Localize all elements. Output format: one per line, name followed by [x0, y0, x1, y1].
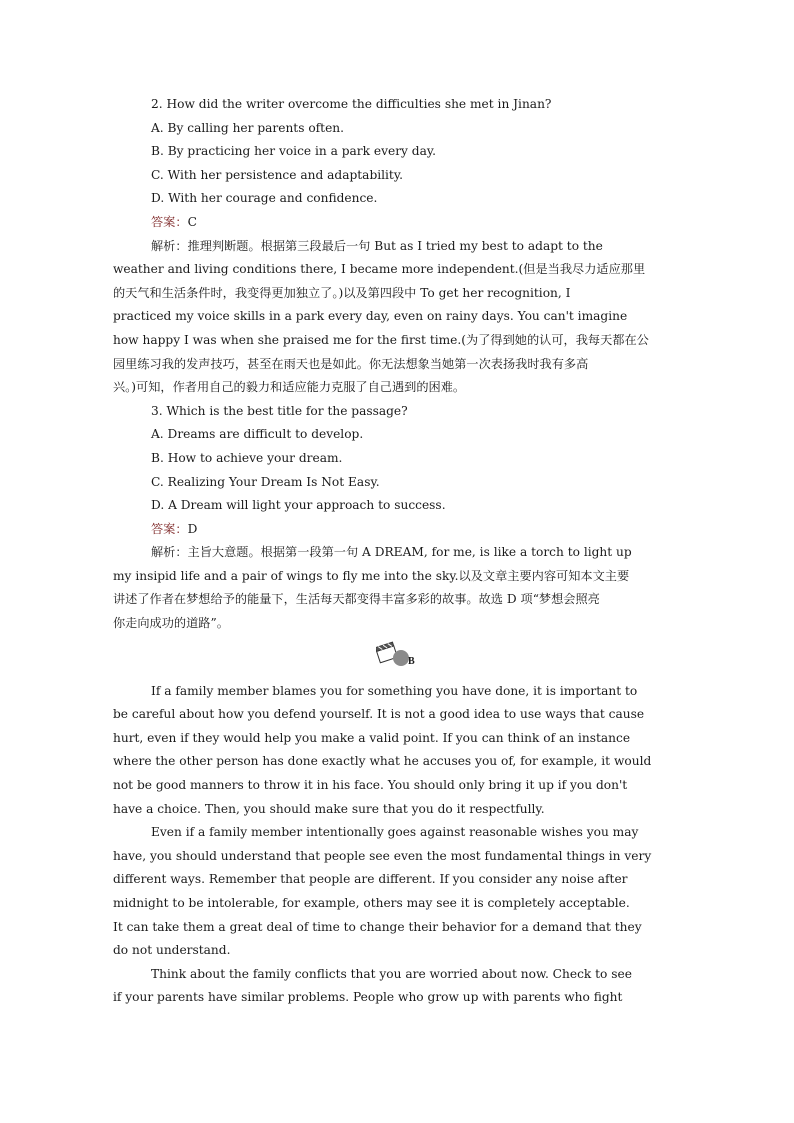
- passage-line: different ways. Remember that people are different. If you consider any noise after: [113, 872, 628, 887]
- question-3-option-d: D. A Dream will light your approach to success.: [151, 498, 446, 513]
- passage-line: if your parents have similar problems. People who grow up with parents who fight: [113, 990, 623, 1005]
- question-3-text: 3. Which is the best title for the passage?: [151, 403, 408, 418]
- question-2-option-c: C. With her persistence and adaptability.: [151, 167, 403, 182]
- analysis-line: 你走向成功的道路”。: [113, 616, 229, 631]
- answer-value: D: [187, 521, 198, 536]
- passage-line: Even if a family member intentionally goes against reasonable wishes you may: [151, 825, 639, 840]
- passage-paragraph: [113, 963, 681, 1010]
- passage-line: hurt, even if they would help you make a valid point. If you can think of an instance: [113, 730, 631, 745]
- analysis-line: weather and living conditions there, I became more independent.(但是当我尽力适应那里: [113, 262, 646, 277]
- passage-line: where the other person has done exactly what he accuses you of, for example, it would: [113, 754, 652, 769]
- question-2-text: 2. How did the writer overcome the difficulties she met in Jinan?: [151, 97, 552, 111]
- question-2-option-d: D. With her courage and confidence.: [151, 191, 378, 206]
- question-2-answer: [151, 211, 681, 235]
- question-2-analysis: [113, 235, 681, 400]
- question-3-option-b: B. How to achieve your dream.: [151, 450, 343, 465]
- passage-line: If a family member blames you for something you have done, it is important to: [151, 683, 638, 698]
- question-3-analysis: [113, 541, 681, 635]
- passage-line: have a choice. Then, you should make sure that you do it respectfully.: [113, 801, 545, 816]
- question-3-option-c: C. Realizing Your Dream Is Not Easy.: [151, 474, 380, 489]
- passage-b: [113, 680, 681, 1010]
- passage-line: have, you should understand that people see even the most fundamental things in very: [113, 848, 652, 863]
- passage-line: not be good manners to throw it in his face. You should only bring it up if you don't: [113, 778, 628, 793]
- clapperboard-icon: [376, 640, 418, 672]
- answer-value: C: [187, 214, 197, 229]
- analysis-line: 园里练习我的发声技巧，甚至在雨天也是如此。你无法想象当她第一次表扬我时我有多高: [113, 356, 589, 371]
- analysis-line: 解析：主旨大意题。根据第一段第一句 A DREAM, for me, is like a torch to light up: [151, 545, 632, 560]
- analysis-line: 解析：推理判断题。根据第三段最后一句 But as I tried my best to adapt to the: [151, 238, 603, 253]
- question-3-option-a: A. Dreams are difficult to develop.: [151, 427, 364, 442]
- passage-paragraph: [113, 680, 681, 822]
- analysis-line: my insipid life and a pair of wings to fly me into the sky.以及文章主要内容可知本文主要: [113, 568, 630, 583]
- passage-line: Think about the family conflicts that you are worried about now. Check to see: [151, 966, 632, 981]
- section-b-marker: [113, 636, 681, 676]
- passage-line: midnight to be intolerable, for example, others may see it is completely acceptable.: [113, 896, 630, 910]
- question-2-option-a: A. By calling her parents often.: [151, 120, 345, 135]
- passage-paragraph: [113, 821, 681, 963]
- answer-label: 答案：: [151, 521, 188, 536]
- passage-line: It can take them a great deal of time to change their behavior for a demand that they: [113, 919, 642, 934]
- question-3: [113, 400, 681, 542]
- section-letter: B: [408, 655, 415, 667]
- question-2-option-b: B. By practicing her voice in a park every day.: [151, 144, 436, 159]
- analysis-line: 兴。)可知，作者用自己的毅力和适应能力克服了自己遇到的困难。: [113, 380, 466, 395]
- passage-line: be careful about how you defend yourself. It is not a good idea to use ways that cause: [113, 707, 645, 722]
- analysis-line: 的天气和生活条件时，我变得更加独立了。)以及第四段中 To get her recognition, I: [113, 285, 571, 300]
- analysis-line: practiced my voice skills in a park every day, even on rainy days. You can't imagine: [113, 309, 628, 324]
- question-3-answer: [151, 518, 681, 542]
- passage-line: do not understand.: [113, 943, 231, 958]
- question-2: [113, 93, 681, 235]
- analysis-line: how happy I was when she praised me for the first time.(为了得到她的认可，我每天都在公: [113, 332, 649, 347]
- analysis-line: 讲述了作者在梦想给予的能量下，生活每天都变得丰富多彩的故事。故选 D 项“梦想会照亮: [113, 592, 600, 607]
- answer-label: 答案：: [151, 214, 188, 229]
